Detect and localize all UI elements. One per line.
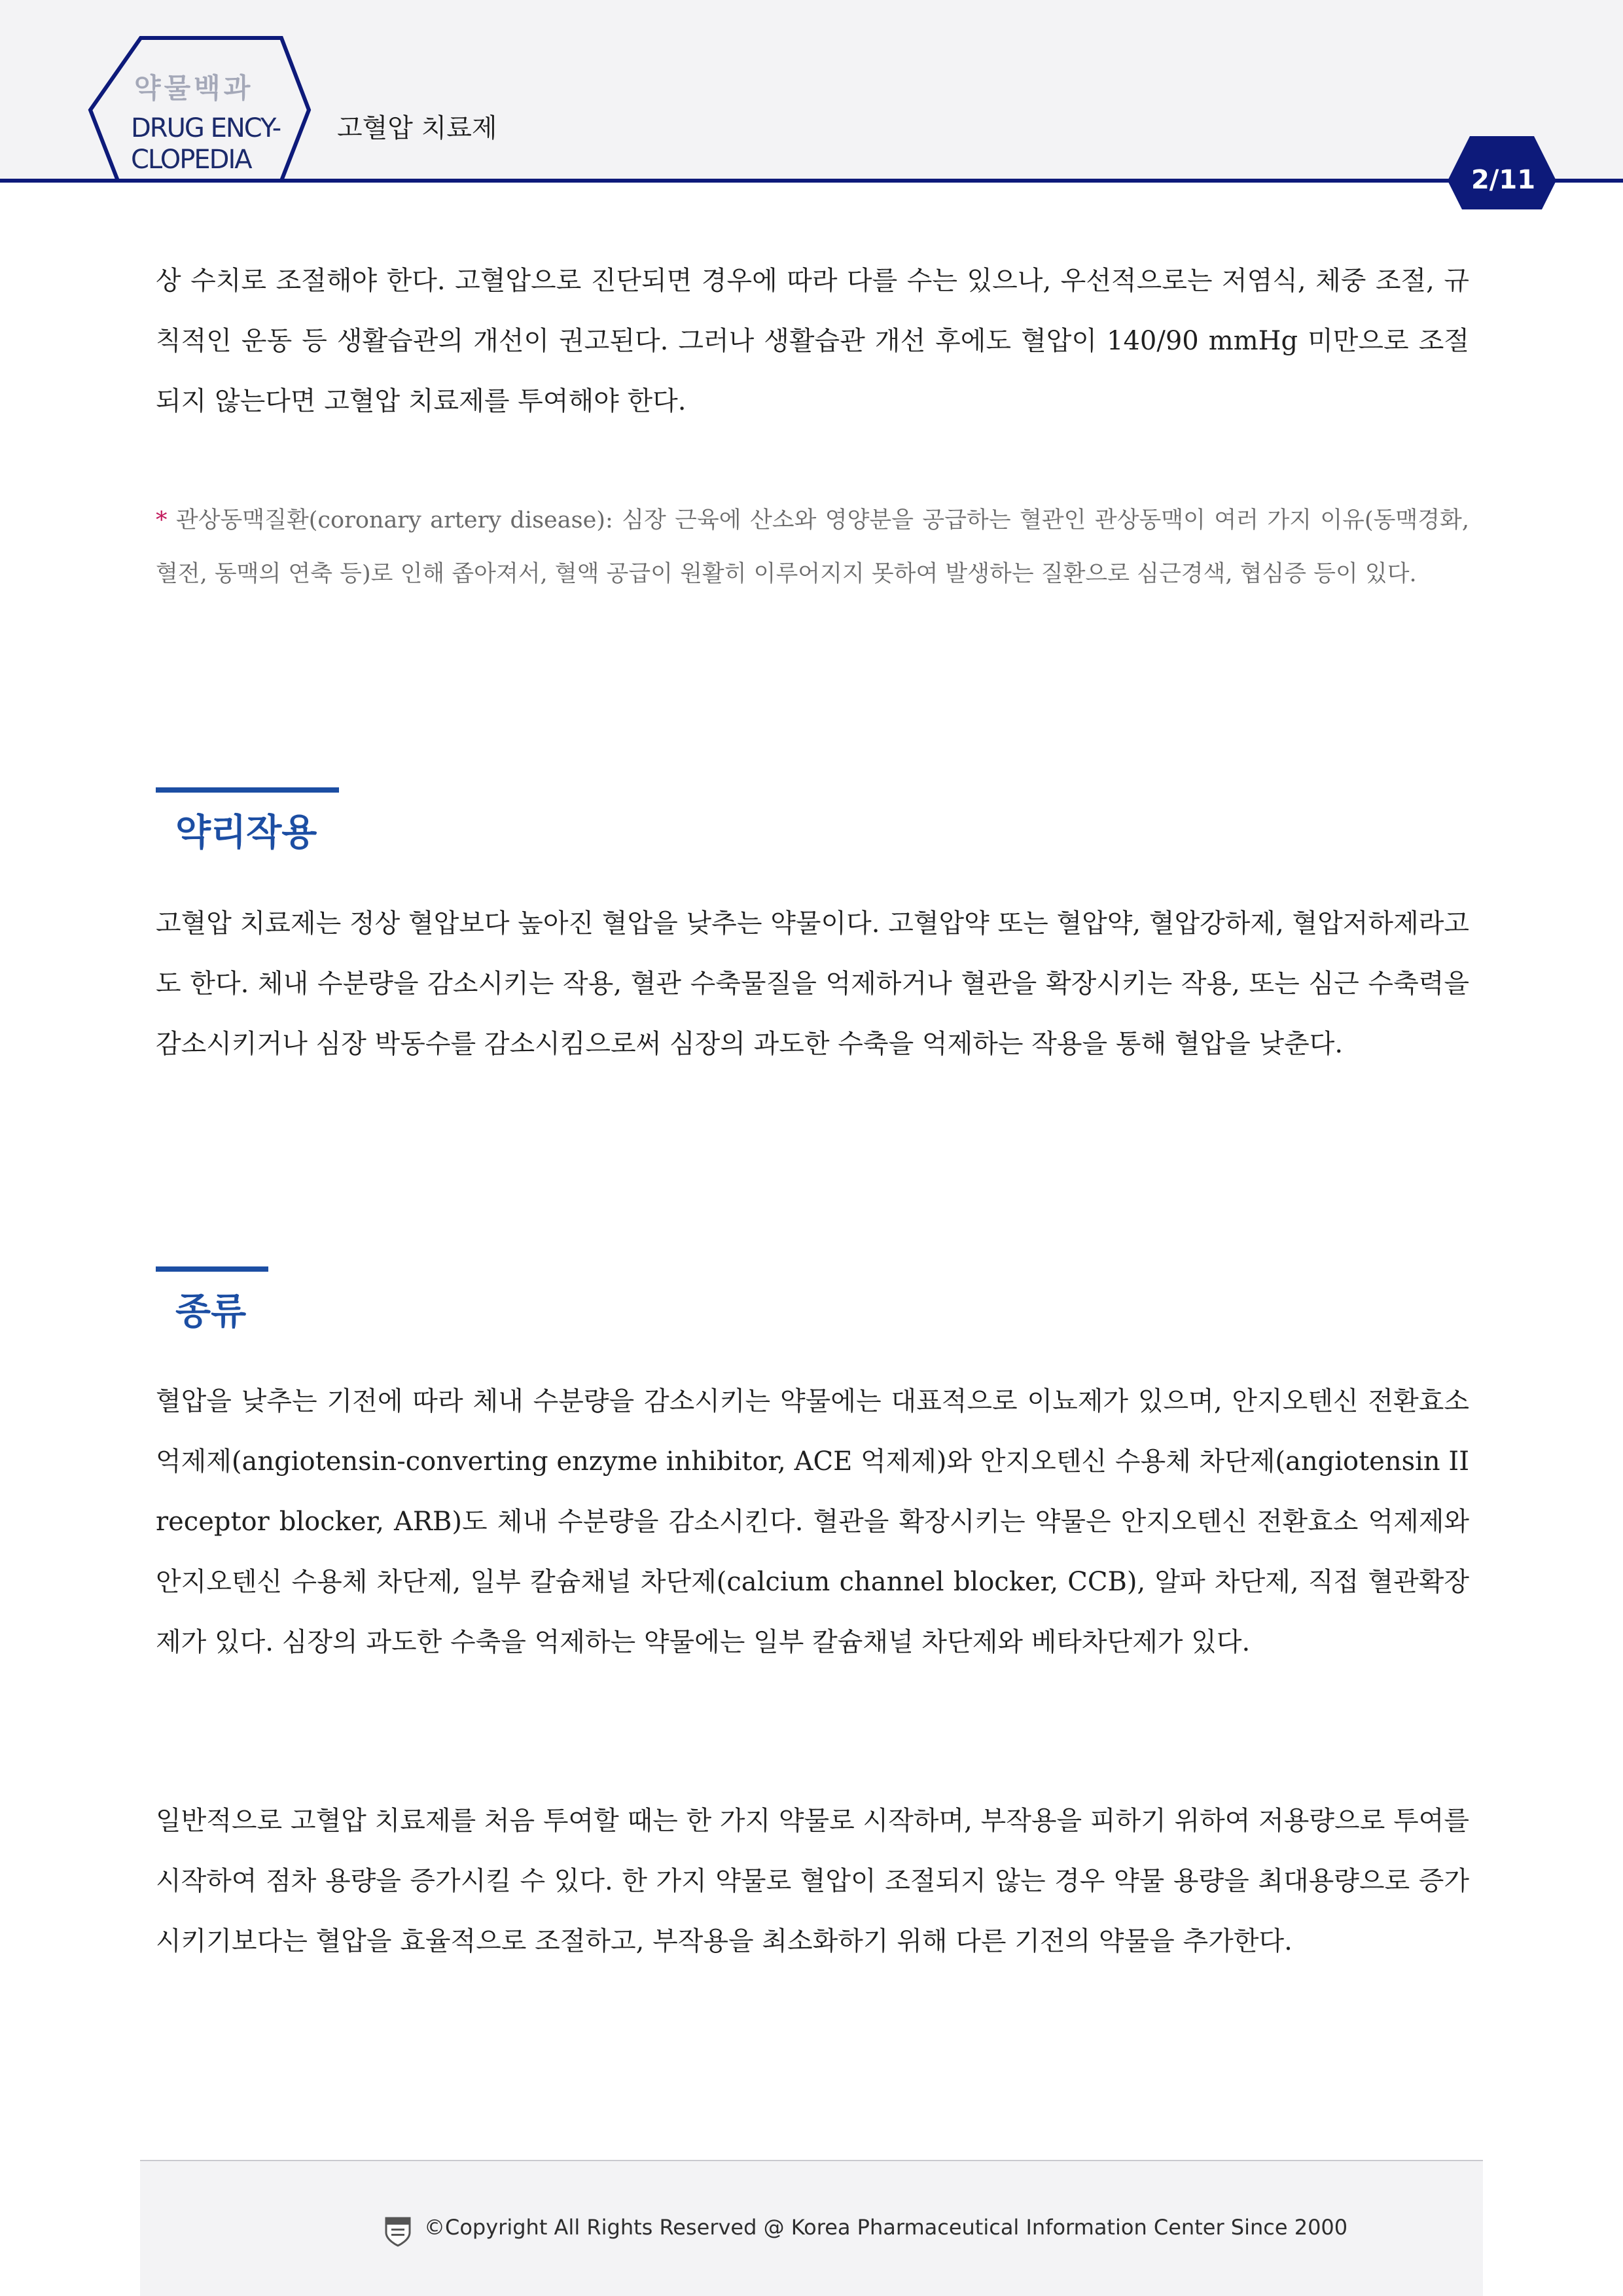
- document-title: 고혈압 치료제: [337, 113, 497, 143]
- section-types-paragraph-2: 일반적으로 고혈압 치료제를 처음 투여할 때는 한 가지 약물로 시작하며, 부작용을 피하기 위하여 저용량으로 투여를 시작하여 점차 용량을 증가시킬 수 있다. 한 가지 약물로 혈압이 조절되지 않는 경우 약물 용량을 최대용량으로 증가시키기보다는 혈압을 효율적으로 조절하고, 부작용을 최소화하기 위해 다른 기전의 약물을 추가한다.: [156, 1806, 1469, 1956]
- section-types-paragraph-1: 혈압을 낮추는 기전에 따라 체내 수분량을 감소시키는 약물에는 대표적으로 이뇨제가 있으며, 안지오텐신 전환효소 억제제(angiotensin-converting enzyme inhibitor, ACE 억제제)와 안지오텐신 수용체 차단제(angiotensin II receptor blocker, ARB)도 체내 수분량을 감소시킨다. 혈관을 확장시키는 약물은 안지오텐신 전환효소 억제제와 안지오텐신 수용체 차단제, 일부 칼슘채널 차단제(calcium channel blocker, CCB), 알파 차단제, 직접 혈관확장제가 있다. 심장의 과도한 수축을 억제하는 약물에는 일부 칼슘채널 차단제와 베타차단제가 있다.: [156, 1386, 1469, 1657]
- footnote: [156, 493, 1469, 601]
- section-pharmacology-paragraph: 고혈압 치료제는 정상 혈압보다 높아진 혈압을 낮추는 약물이다. 고혈압약 또는 혈압약, 혈압강하제, 혈압저하제라고도 한다. 체내 수분량을 감소시키는 작용, 혈관 수축물질을 억제하거나 혈관을 확장시키는 작용, 또는 심근 수축력을 감소시키거나 심장 박동수를 감소시킴으로써 심장의 과도한 수축을 억제하는 작용을 통해 혈압을 낮춘다.: [156, 908, 1469, 1059]
- page-number: 2/11: [1471, 165, 1536, 195]
- footer-rule: [140, 2160, 1483, 2161]
- intro-paragraph: 상 수치로 조절해야 한다. 고혈압으로 진단되면 경우에 따라 다를 수는 있으나, 우선적으로는 저염식, 체중 조절, 규칙적인 운동 등 생활습관의 개선이 권고된다. 그러나 생활습관 개선 후에도 혈압이 140/90 mmHg 미만으로 조절되지 않는다면 고혈압 치료제를 투여해야 한다.: [156, 266, 1469, 416]
- section-pharmacology-bar: [156, 787, 339, 793]
- section-types-title: 종류: [175, 1291, 247, 1333]
- logo-english: [131, 113, 288, 175]
- shield-logo-icon: [383, 2215, 412, 2247]
- footer-copyright: ©Copyright All Rights Reserved @ Korea Pharmaceutical Information Center Since 2000: [424, 2215, 1348, 2240]
- footnote-text: 관상동맥질환(coronary artery disease): 심장 근육에 산소와 영양분을 공급하는 혈관인 관상동맥이 여러 가지 이유(동맥경화, 혈전, 동맥의 연축 등)로 인해 좁아져서, 혈액 공급이 원활히 이루어지지 못하여 발생하는 질환으로 심근경색, 협심증 등이 있다.: [156, 507, 1469, 587]
- section-types-bar: [156, 1266, 268, 1272]
- logo-english-line1: DRUG ENCY-: [131, 113, 281, 143]
- logo-english-line2: CLOPEDIA: [131, 145, 251, 175]
- section-pharmacology-title: 약리작용: [175, 812, 317, 854]
- footnote-mark: *: [156, 507, 168, 533]
- logo-korean: 약물백과: [134, 72, 254, 104]
